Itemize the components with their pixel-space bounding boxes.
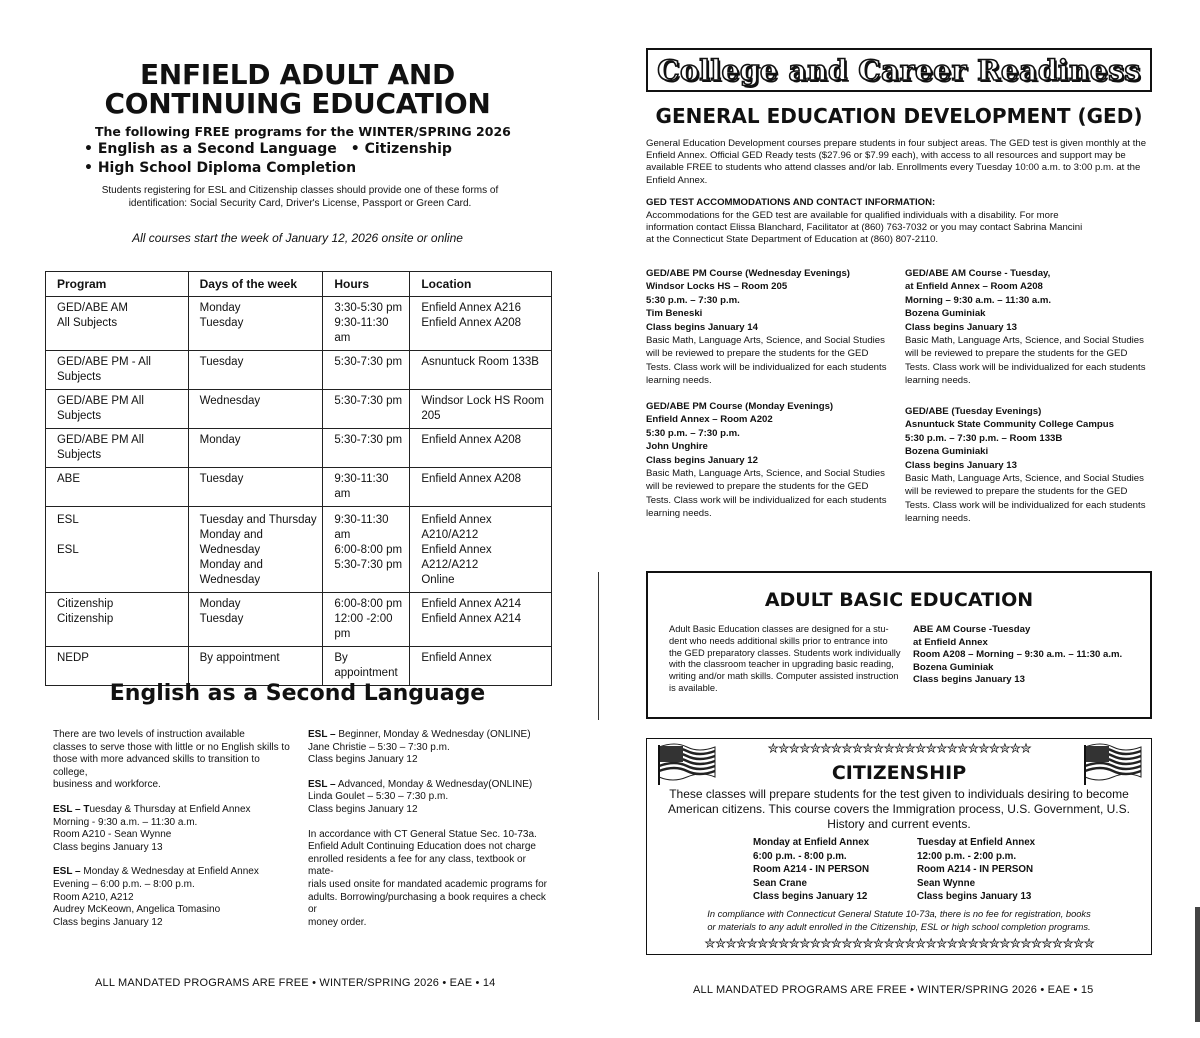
esl-paragraph: ESL – Monday & Wednesday at Enfield Annex Evening – 6:00 p.m. – 8:00 p.m. Room A210, A212 Audrey McKeown, Angelica Tomasino Class begins January 12: [53, 866, 259, 928]
table-cell: Enfield Annex A208: [410, 468, 552, 507]
start-note: All courses start the week of January 12, 2026 onsite or online: [132, 231, 463, 245]
course-ged-mon-pm: [646, 400, 896, 521]
course-ged-tue-pm: [905, 405, 1155, 526]
table-cell: Monday: [188, 429, 323, 468]
schedule-table: [45, 271, 552, 686]
citizenship-class-line: 12:00 p.m. - 2:00 p.m.: [917, 850, 1017, 862]
esl-paragraph-lead: ESL –: [308, 778, 336, 790]
course-description: Basic Math, Language Arts, Science, and Social Studies will be reviewed to prepare the students for the GED Tests. Class work will be individualized for each students learning needs.: [646, 468, 887, 520]
accommodations-heading: GED TEST ACCOMMODATIONS AND CONTACT INFORMATION:: [646, 197, 936, 208]
citizenship-class-line: Room A214 - IN PERSON: [753, 864, 870, 876]
table-cell: 6:00-8:00 pm 12:00 -2:00 pm: [323, 593, 410, 647]
esl-paragraph-lead: ESL –: [308, 729, 336, 740]
table-row: [46, 429, 552, 468]
abe-course-line: ABE AM Course -Tuesday: [913, 624, 1031, 635]
citizenship-monday-class: [753, 836, 869, 904]
banner-title: College and Career Readiness: [657, 54, 1141, 87]
table-cell: Enfield Annex A208: [410, 429, 552, 468]
course-detail-line: GED/ABE AM Course - Tuesday,: [905, 268, 1051, 279]
table-cell: By appointment: [188, 647, 323, 686]
esl-paragraph: There are two levels of instruction available classes to serve those with little or no English skills to those with more advanced skills to transition to college, business and workforce.: [53, 729, 290, 791]
program-hsdc: • High School Diploma Completion: [84, 160, 357, 176]
citizenship-intro: These classes will prepare students for the test given to individuals desiring to become American citizens. This course covers the Immigration process, U.S. Government, U.S. History and current events.: [668, 787, 1130, 831]
header-days: Days of the week: [188, 272, 323, 297]
page-title: [40, 60, 555, 118]
table-cell: GED/ABE PM - All Subjects: [46, 351, 189, 390]
table-cell: Citizenship Citizenship: [46, 593, 189, 647]
course-detail-line: GED/ABE PM Course (Wednesday Evenings): [646, 268, 850, 279]
table-cell: Asnuntuck Room 133B: [410, 351, 552, 390]
table-row: [46, 468, 552, 507]
table-cell: By appointment: [323, 647, 410, 686]
abe-course-line: Bozena Guminiak: [913, 661, 994, 673]
esl-column-2: [308, 729, 550, 941]
table-row: [46, 647, 552, 686]
citizenship-title: CITIZENSHIP: [831, 762, 967, 784]
table-cell: Enfield Annex: [410, 647, 552, 686]
table-cell: 9:30-11:30 am: [323, 468, 410, 507]
course-detail-line: Asnuntuck State Community College Campus: [905, 419, 1114, 431]
table-cell: Windsor Lock HS Room 205: [410, 390, 552, 429]
table-row: [46, 351, 552, 390]
course-description: Basic Math, Language Arts, Science, and Social Studies will be reviewed to prepare the students for the GED Tests. Class work will be individualized for each students learning needs.: [905, 335, 1146, 387]
table-cell: Monday Tuesday: [188, 297, 323, 351]
esl-paragraph-lead: ESL –: [53, 866, 81, 878]
course-detail-line: Bozena Guminiak: [905, 308, 986, 320]
esl-paragraph: ESL – Advanced, Monday & Wednesday(ONLINE) Linda Goulet – 5:30 – 7:30 p.m. Class begins January 12: [308, 778, 533, 815]
free-programs-heading: The following FREE programs for the WINTER/SPRING 2026: [95, 124, 511, 139]
table-cell: GED/ABE PM All Subjects: [46, 429, 189, 468]
citizenship-class-line: Sean Wynne: [917, 877, 976, 889]
citizenship-section: [646, 738, 1152, 955]
schedule-table-body: [46, 297, 552, 686]
table-cell: Tuesday: [188, 468, 323, 507]
course-detail-line: Morning – 9:30 a.m. – 11:30 a.m.: [905, 294, 1052, 306]
esl-paragraph: ESL – Tuesday & Thursday at Enfield Annex Morning - 9:30 a.m. – 11:30 a.m. Room A210 - Sean Wynne Class begins January 13: [53, 803, 251, 853]
page-edge-tab: [1195, 907, 1200, 1022]
program-list-line-1: [84, 141, 452, 157]
esl-paragraph-lead: ESL – T: [53, 803, 90, 815]
course-ged-tue-am: [905, 267, 1155, 388]
esl-section-title: English as a Second Language: [109, 681, 486, 706]
citizenship-class-line: Class begins January 13: [917, 891, 1032, 903]
table-cell: Enfield Annex A214 Enfield Annex A214: [410, 593, 552, 647]
course-detail-line: 5:30 p.m. – 7:30 p.m.: [646, 427, 740, 439]
table-cell: Tuesday: [188, 351, 323, 390]
table-cell: Wednesday: [188, 390, 323, 429]
table-cell: Enfield Annex A216 Enfield Annex A208: [410, 297, 552, 351]
accommodations-text: Accommodations for the GED test are available for qualified individuals with a disability. For more information contact Elissa Blanchard, Facilitator at (860) 763-7032 or you may contact Sabrina Mancini at the Connecticut State Department of Education at (860) 807-2110.: [646, 210, 1083, 246]
table-row: [46, 390, 552, 429]
course-detail-line: Class begins January 14: [646, 321, 758, 333]
abe-course-line: Class begins January 13: [913, 674, 1025, 686]
course-detail-line: John Unghire: [646, 441, 708, 453]
ged-title: GENERAL EDUCATION DEVELOPMENT (GED): [655, 104, 1143, 128]
course-detail-line: at Enfield Annex – Room A208: [905, 281, 1043, 293]
table-row: [46, 507, 552, 593]
footer-right: ALL MANDATED PROGRAMS ARE FREE • WINTER/SPRING 2026 • EAE • 15: [693, 984, 1094, 996]
table-cell: 9:30-11:30 am 6:00-8:00 pm 5:30-7:30 pm: [323, 507, 410, 593]
table-cell: ABE: [46, 468, 189, 507]
table-cell: 3:30-5:30 pm 9:30-11:30 am: [323, 297, 410, 351]
title-line-2: CONTINUING EDUCATION: [104, 87, 491, 120]
citizenship-tuesday-class: [917, 836, 1035, 904]
citizenship-class-line: Tuesday at Enfield Annex: [917, 837, 1036, 848]
esl-paragraph: In accordance with CT General Statue Sec. 10-73a. Enfield Adult Continuing Education does not charge enrolled residents a fee for any class, textbook or mate- rials used onsite for mandated academic programs for adults. Borrowing/purchasing a book requires a check or money order.: [308, 828, 548, 928]
course-detail-line: Class begins January 13: [905, 459, 1017, 471]
table-cell: ESL ESL: [46, 507, 189, 593]
citizenship-class-line: Monday at Enfield Annex: [753, 837, 870, 848]
program-esl: • English as a Second Language: [84, 141, 337, 157]
ged-description: General Education Development courses prepare students in four subject areas. The GED test is given monthly at the Enfield Annex. Official GED Ready tests ($27.96 or $7.99 each), with access to all resources and support may be available FREE to students who attend classes and/or lab. Enrollments every Tuesday 10:00 a.m. to 3:00 p.m. at the Enfield Annex.: [646, 138, 1147, 186]
table-cell: 5:30-7:30 pm: [323, 429, 410, 468]
abe-description: Adult Basic Education classes are designed for a stu- dent who needs additional skills prior to entrance into the GED preparatory classes. Students work individually with the classroom teacher in upgrading basic reading, writing and/or math skills. Computer assisted instruction is available.: [669, 624, 901, 693]
table-row: [46, 297, 552, 351]
table-cell: NEDP: [46, 647, 189, 686]
header-location: Location: [410, 272, 552, 297]
course-detail-line: 5:30 p.m. – 7:30 p.m. – Room 133B: [905, 432, 1063, 444]
course-detail-line: Windsor Locks HS – Room 205: [646, 281, 788, 293]
footer-left: ALL MANDATED PROGRAMS ARE FREE • WINTER/SPRING 2026 • EAE • 14: [95, 977, 496, 989]
abe-title: ADULT BASIC EDUCATION: [764, 589, 1034, 611]
header-hours: Hours: [323, 272, 410, 297]
table-cell: GED/ABE AM All Subjects: [46, 297, 189, 351]
citizenship-compliance-note: In compliance with Connecticut General Statute 10-73a, there is no fee for registration, books or materials to any adult enrolled in the Citizenship, ESL or high school completion programs.: [707, 909, 1091, 932]
program-citizenship: • Citizenship: [350, 141, 452, 157]
table-cell: Enfield Annex A210/A212 Enfield Annex A212/A212 Online: [410, 507, 552, 593]
banner-box: [646, 48, 1152, 92]
course-ged-wed-pm: [646, 267, 896, 388]
course-detail-line: GED/ABE (Tuesday Evenings): [905, 406, 1042, 417]
course-detail-line: Class begins January 12: [646, 454, 758, 466]
star-border-top: ✮✮✮✮✮✮✮✮✮✮✮✮✮✮✮✮✮✮✮✮✮✮✮✮✮: [767, 740, 1031, 756]
star-border-bottom: ✮✮✮✮✮✮✮✮✮✮✮✮✮✮✮✮✮✮✮✮✮✮✮✮✮✮✮✮✮✮✮✮✮✮✮✮✮: [704, 935, 1094, 951]
header-program: Program: [46, 272, 189, 297]
course-detail-line: Bozena Guminiaki: [905, 446, 989, 458]
table-cell: Monday Tuesday: [188, 593, 323, 647]
gutter-divider: [598, 572, 599, 720]
title-line-1: ENFIELD ADULT AND: [139, 58, 455, 91]
table-cell: 5:30-7:30 pm: [323, 351, 410, 390]
esl-column-1: [53, 729, 293, 941]
abe-course-details: [913, 624, 1122, 687]
course-description: Basic Math, Language Arts, Science, and Social Studies will be reviewed to prepare the students for the GED Tests. Class work will be individualized for each students learning needs.: [905, 473, 1146, 525]
course-detail-line: Tim Beneski: [646, 308, 703, 320]
citizenship-class-line: Class begins January 12: [753, 891, 868, 903]
abe-course-line: Room A208 – Morning – 9:30 a.m. – 11:30 a.m.: [913, 649, 1123, 661]
course-detail-line: Enfield Annex – Room A202: [646, 414, 773, 426]
citizenship-class-line: 6:00 p.m. - 8:00 p.m.: [753, 850, 847, 862]
id-requirement-note: Students registering for ESL and Citizenship classes should provide one of these forms of identification: Social Security Card, Driver's License, Passport or Green Card.: [101, 185, 499, 209]
abe-course-line: at Enfield Annex: [913, 636, 988, 648]
course-description: Basic Math, Language Arts, Science, and Social Studies will be reviewed to prepare the students for the GED Tests. Class work will be individualized for each students learning needs.: [646, 335, 887, 387]
table-cell: Tuesday and Thursday Monday and Wednesday Monday and Wednesday: [188, 507, 323, 593]
esl-paragraph: ESL – Beginner, Monday & Wednesday (ONLINE) Jane Christie – 5:30 – 7:30 p.m. Class begins January 12: [308, 729, 531, 766]
citizenship-class-line: Room A214 - IN PERSON: [917, 864, 1034, 876]
citizenship-class-line: Sean Crane: [753, 877, 807, 889]
course-detail-line: 5:30 p.m. – 7:30 p.m.: [646, 294, 740, 306]
table-header-row: [46, 272, 552, 297]
table-cell: 5:30-7:30 pm: [323, 390, 410, 429]
abe-section: [646, 571, 1152, 719]
course-detail-line: Class begins January 13: [905, 321, 1017, 333]
course-detail-line: GED/ABE PM Course (Monday Evenings): [646, 401, 834, 412]
table-row: [46, 593, 552, 647]
table-cell: GED/ABE PM All Subjects: [46, 390, 189, 429]
